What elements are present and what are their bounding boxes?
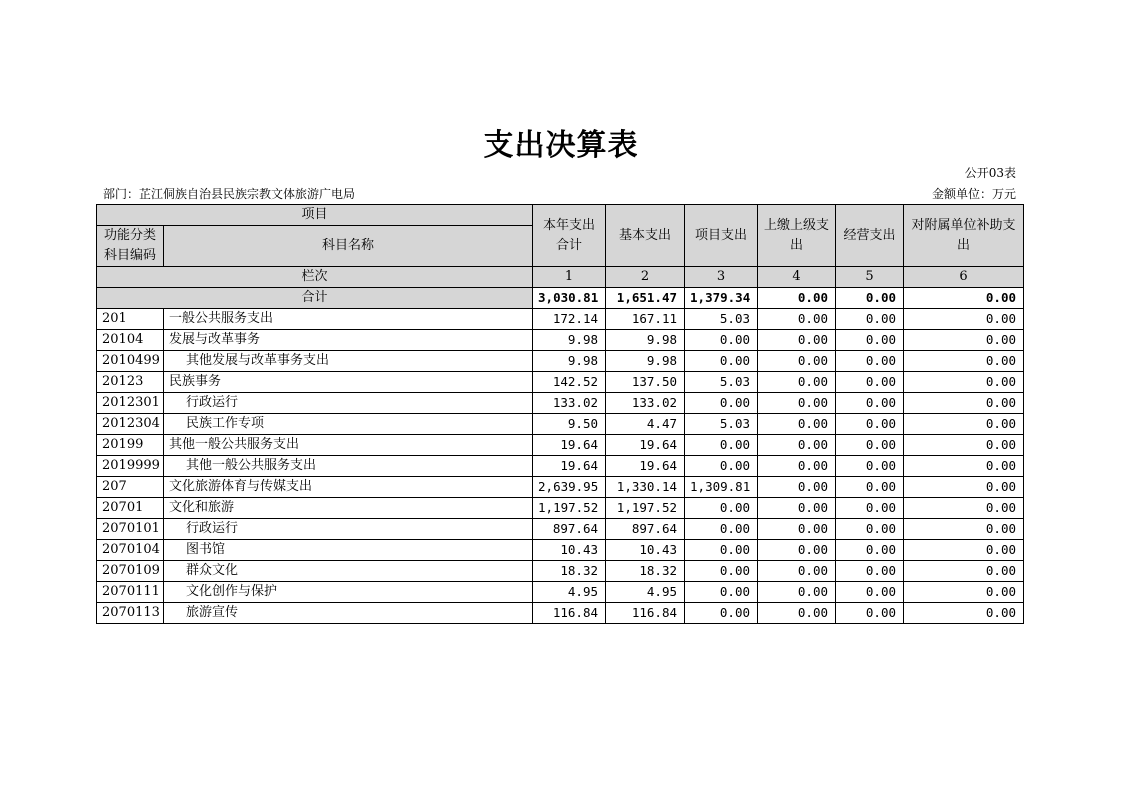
total-value: 0.00: [836, 288, 904, 309]
row-code: 2070101: [97, 519, 164, 540]
row-value: 167.11: [606, 309, 685, 330]
row-value: 0.00: [685, 603, 758, 624]
total-value: 0.00: [904, 288, 1024, 309]
table-row: [97, 540, 1024, 561]
row-name: 文化旅游体育与传媒支出: [164, 477, 533, 498]
row-value: 0.00: [836, 309, 904, 330]
header-project: 项目支出: [685, 205, 758, 267]
column-number: 6: [904, 267, 1024, 288]
row-value: 133.02: [533, 393, 606, 414]
row-value: 0.00: [904, 477, 1024, 498]
row-name: 民族事务: [164, 372, 533, 393]
row-value: 0.00: [836, 435, 904, 456]
row-value: 0.00: [836, 393, 904, 414]
row-value: 1,330.14: [606, 477, 685, 498]
row-value: 0.00: [758, 477, 836, 498]
row-value: 5.03: [685, 309, 758, 330]
row-value: 19.64: [606, 435, 685, 456]
table-row: [97, 414, 1024, 435]
row-value: 137.50: [606, 372, 685, 393]
row-value: 0.00: [685, 330, 758, 351]
row-value: 0.00: [758, 582, 836, 603]
total-value: 1,379.34: [685, 288, 758, 309]
row-name: 其他一般公共服务支出: [164, 456, 533, 477]
row-value: 0.00: [836, 351, 904, 372]
row-value: 19.64: [606, 456, 685, 477]
table-row: [97, 519, 1024, 540]
row-value: 0.00: [904, 582, 1024, 603]
header-subsidy: 对附属单位补助支出: [904, 205, 1024, 267]
total-value: 1,651.47: [606, 288, 685, 309]
row-code: 2012304: [97, 414, 164, 435]
row-value: 0.00: [758, 561, 836, 582]
row-value: 0.00: [758, 435, 836, 456]
row-code: 2010499: [97, 351, 164, 372]
column-number: 3: [685, 267, 758, 288]
column-number: 5: [836, 267, 904, 288]
row-value: 18.32: [533, 561, 606, 582]
row-value: 9.98: [533, 351, 606, 372]
row-value: 0.00: [904, 351, 1024, 372]
table-row: [97, 456, 1024, 477]
row-value: 5.03: [685, 414, 758, 435]
row-value: 0.00: [836, 582, 904, 603]
row-value: 0.00: [758, 351, 836, 372]
header-name: 科目名称: [164, 226, 533, 267]
row-code: 201: [97, 309, 164, 330]
row-value: 0.00: [758, 330, 836, 351]
header-business: 经营支出: [836, 205, 904, 267]
table-number: 公开03表: [964, 166, 1016, 180]
department-label: 部门：芷江侗族自治县民族宗教文体旅游广电局: [103, 187, 356, 201]
table-row: [97, 351, 1024, 372]
row-value: 0.00: [836, 477, 904, 498]
row-name: 一般公共服务支出: [164, 309, 533, 330]
row-name: 群众文化: [164, 561, 533, 582]
header-total: 本年支出合计: [533, 205, 606, 267]
row-value: 0.00: [758, 456, 836, 477]
row-value: 0.00: [758, 372, 836, 393]
table-row: [97, 393, 1024, 414]
row-name: 发展与改革事务: [164, 330, 533, 351]
table-row: [97, 330, 1024, 351]
row-value: 9.98: [533, 330, 606, 351]
row-value: 4.95: [533, 582, 606, 603]
row-value: 10.43: [533, 540, 606, 561]
table-row: [97, 435, 1024, 456]
row-value: 0.00: [685, 393, 758, 414]
row-code: 20199: [97, 435, 164, 456]
column-number: 2: [606, 267, 685, 288]
row-value: 0.00: [758, 540, 836, 561]
row-value: 0.00: [904, 519, 1024, 540]
row-value: 0.00: [836, 456, 904, 477]
row-value: 1,309.81: [685, 477, 758, 498]
row-value: 9.98: [606, 351, 685, 372]
row-value: 0.00: [904, 561, 1024, 582]
row-name: 行政运行: [164, 519, 533, 540]
row-value: 133.02: [606, 393, 685, 414]
row-value: 0.00: [758, 498, 836, 519]
row-value: 0.00: [904, 309, 1024, 330]
row-code: 20701: [97, 498, 164, 519]
table-row: [97, 561, 1024, 582]
header-basic: 基本支出: [606, 205, 685, 267]
table-row: [97, 309, 1024, 330]
header-item: 项目: [97, 205, 533, 226]
row-value: 0.00: [758, 309, 836, 330]
row-code: 2070104: [97, 540, 164, 561]
row-name: 文化和旅游: [164, 498, 533, 519]
row-value: 172.14: [533, 309, 606, 330]
row-value: 897.64: [533, 519, 606, 540]
row-name: 文化创作与保护: [164, 582, 533, 603]
row-value: 0.00: [836, 519, 904, 540]
row-name: 其他发展与改革事务支出: [164, 351, 533, 372]
row-value: 0.00: [758, 393, 836, 414]
row-code: 2070111: [97, 582, 164, 603]
total-value: 0.00: [758, 288, 836, 309]
row-value: 5.03: [685, 372, 758, 393]
row-value: 4.95: [606, 582, 685, 603]
row-value: 0.00: [836, 540, 904, 561]
row-value: 19.64: [533, 456, 606, 477]
row-value: 0.00: [904, 540, 1024, 561]
header-code: 功能分类科目编码: [97, 226, 164, 267]
row-code: 2070113: [97, 603, 164, 624]
table-row: [97, 372, 1024, 393]
row-value: 0.00: [685, 351, 758, 372]
row-code: 207: [97, 477, 164, 498]
row-value: 0.00: [685, 435, 758, 456]
row-name: 旅游宣传: [164, 603, 533, 624]
row-value: 0.00: [685, 456, 758, 477]
row-value: 0.00: [685, 540, 758, 561]
row-code: 2012301: [97, 393, 164, 414]
row-name: 行政运行: [164, 393, 533, 414]
row-value: 0.00: [904, 456, 1024, 477]
row-value: 4.47: [606, 414, 685, 435]
header-upper: 上缴上级支出: [758, 205, 836, 267]
row-code: 20123: [97, 372, 164, 393]
row-value: 142.52: [533, 372, 606, 393]
row-name: 民族工作专项: [164, 414, 533, 435]
row-value: 2,639.95: [533, 477, 606, 498]
row-code: 20104: [97, 330, 164, 351]
row-value: 0.00: [758, 519, 836, 540]
row-value: 0.00: [685, 561, 758, 582]
table-row: [97, 582, 1024, 603]
total-value: 3,030.81: [533, 288, 606, 309]
row-value: 10.43: [606, 540, 685, 561]
row-value: 9.50: [533, 414, 606, 435]
row-value: 9.98: [606, 330, 685, 351]
row-value: 1,197.52: [606, 498, 685, 519]
row-code: 2019999: [97, 456, 164, 477]
column-number: 4: [758, 267, 836, 288]
row-value: 0.00: [904, 435, 1024, 456]
page-title: 支出决算表: [483, 128, 639, 163]
row-value: 116.84: [606, 603, 685, 624]
row-value: 0.00: [904, 498, 1024, 519]
row-value: 0.00: [836, 372, 904, 393]
row-name: 其他一般公共服务支出: [164, 435, 533, 456]
expenditure-table: [96, 204, 1024, 624]
row-value: 0.00: [758, 414, 836, 435]
row-value: 0.00: [836, 414, 904, 435]
row-value: 19.64: [533, 435, 606, 456]
table-row: [97, 603, 1024, 624]
row-value: 0.00: [836, 561, 904, 582]
amount-unit-label: 金额单位：万元: [931, 187, 1016, 201]
row-value: 1,197.52: [533, 498, 606, 519]
row-value: 0.00: [904, 414, 1024, 435]
row-value: 0.00: [904, 330, 1024, 351]
row-code: 2070109: [97, 561, 164, 582]
row-value: 116.84: [533, 603, 606, 624]
table-row: [97, 498, 1024, 519]
header-lanci: 栏次: [97, 267, 533, 288]
column-number: 1: [533, 267, 606, 288]
row-value: 897.64: [606, 519, 685, 540]
row-value: 0.00: [904, 393, 1024, 414]
row-value: 0.00: [836, 603, 904, 624]
row-value: 0.00: [685, 582, 758, 603]
row-value: 0.00: [685, 519, 758, 540]
row-value: 0.00: [836, 330, 904, 351]
row-value: 0.00: [836, 498, 904, 519]
row-value: 18.32: [606, 561, 685, 582]
row-value: 0.00: [685, 498, 758, 519]
total-label: 合计: [97, 288, 533, 309]
row-value: 0.00: [904, 372, 1024, 393]
row-value: 0.00: [758, 603, 836, 624]
table-row: [97, 477, 1024, 498]
row-name: 图书馆: [164, 540, 533, 561]
row-value: 0.00: [904, 603, 1024, 624]
